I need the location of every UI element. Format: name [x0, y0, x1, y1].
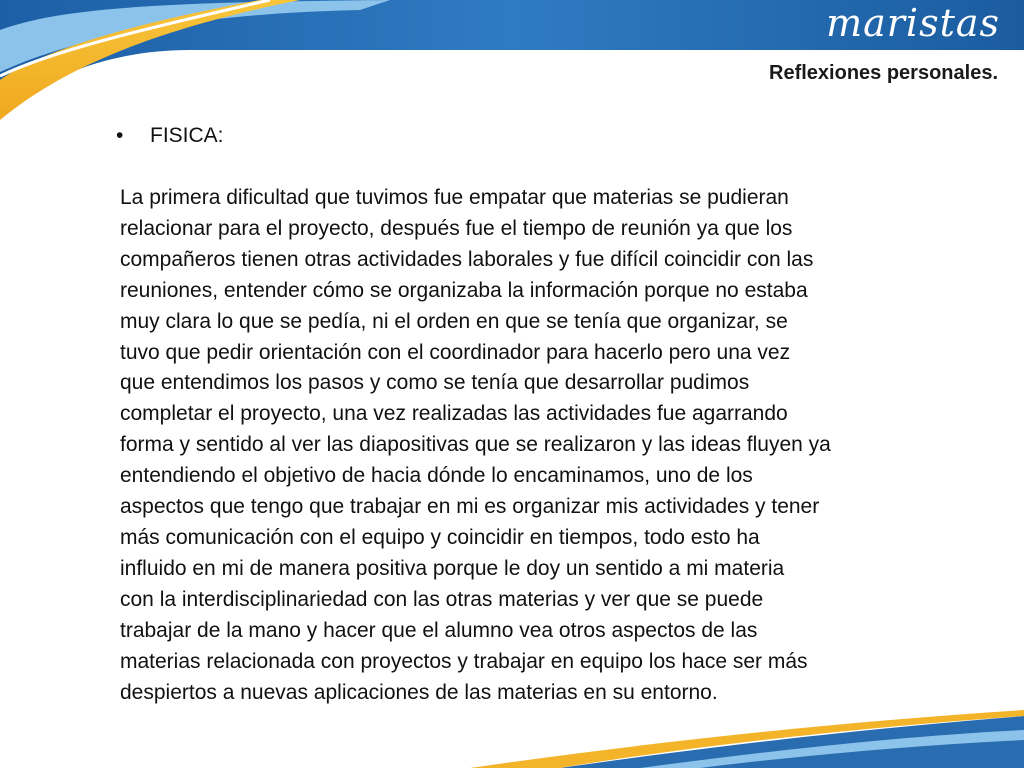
body-line: reuniones, entender cómo se organizaba la información porque no estaba: [120, 278, 808, 302]
body-line: con la interdisciplinariedad con las otras materias y ver que se puede: [120, 587, 764, 611]
bullet-icon: •: [116, 124, 124, 147]
body-line: tuvo que pedir orientación con el coordinador para hacerlo pero una vez: [120, 340, 791, 364]
body-line: entendiendo el objetivo de hacia dónde lo encaminamos, uno de los: [120, 464, 753, 488]
body-line: completar el proyecto, una vez realizadas las actividades fue agarrando: [120, 402, 788, 426]
body-line: despiertos a nuevas aplicaciones de las materias en su entorno.: [120, 680, 718, 704]
slide-subtitle: Reflexiones personales.: [769, 62, 998, 84]
body-line: más comunicación con el equipo y coincidir en tiempos, todo esto ha: [120, 525, 760, 549]
body-line: que entendimos los pasos y como se tenía que desarrollar pudimos: [120, 371, 750, 395]
body-line: materias relacionada con proyectos y trabajar en equipo los hace ser más: [120, 649, 808, 673]
body-paragraph: [120, 183, 920, 708]
body-line: muy clara lo que se pedía, ni el orden en que se tenía que organizar, se: [120, 309, 788, 333]
body-line: forma y sentido al ver las diapositivas que se realizaron y las ideas fluyen ya: [120, 433, 831, 457]
body-line: aspectos que tengo que trabajar en mi es organizar mis actividades y tener: [120, 495, 820, 519]
body-line: trabajar de la mano y hacer que el alumno vea otros aspectos de las: [120, 618, 758, 642]
body-line: influido en mi de manera positiva porque le doy un sentido a mi materia: [120, 556, 785, 580]
maristas-logo: maristas: [826, 1, 1000, 45]
bullet-heading: [116, 124, 224, 148]
body-line: compañeros tienen otras actividades laborales y fue difícil coincidir con las: [120, 247, 814, 271]
bullet-label: FISICA:: [150, 124, 224, 147]
body-line: relacionar para el proyecto, después fue el tiempo de reunión ya que los: [120, 216, 793, 240]
body-line: La primera dificultad que tuvimos fue empatar que materias se pudieran: [120, 186, 789, 209]
